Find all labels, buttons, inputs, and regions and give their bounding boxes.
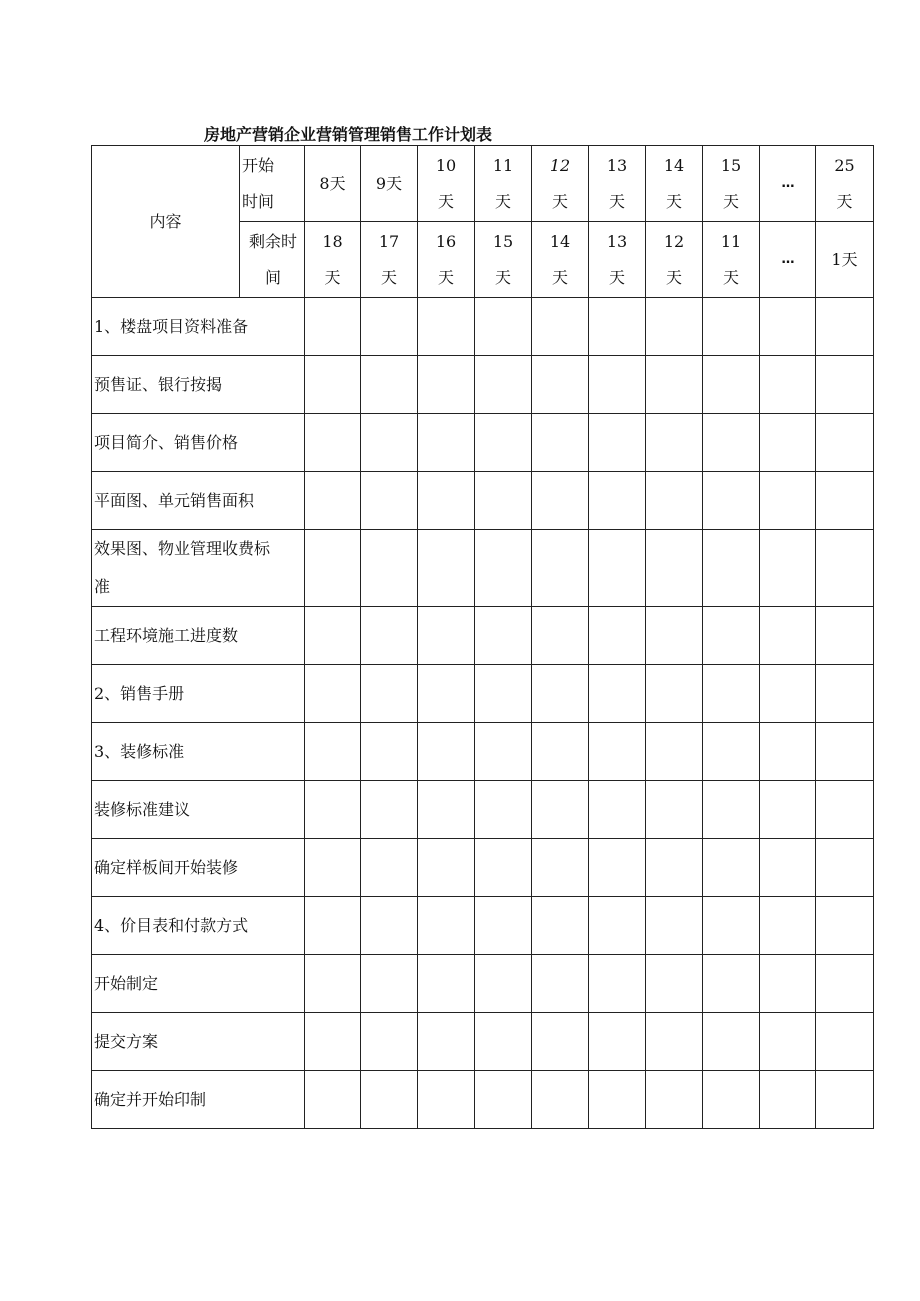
remain-day-unit: 天 xyxy=(608,267,625,287)
start-day-text: 14 xyxy=(663,155,685,175)
schedule-cell[interactable] xyxy=(532,897,589,955)
start-day-unit: 天 xyxy=(551,191,568,211)
schedule-cell[interactable] xyxy=(760,414,816,472)
document-title: 房地产营销企业营销管理销售工作计划表 xyxy=(204,125,493,144)
remain-day-cell xyxy=(305,222,361,298)
remain-day-text: 11 xyxy=(720,231,742,251)
schedule-cell[interactable] xyxy=(305,607,361,665)
schedule-cell[interactable] xyxy=(532,1071,589,1129)
schedule-cell[interactable] xyxy=(532,955,589,1013)
schedule-cell[interactable] xyxy=(589,955,646,1013)
schedule-cell[interactable] xyxy=(361,414,418,472)
schedule-cell[interactable] xyxy=(305,665,361,723)
schedule-cell[interactable] xyxy=(475,1071,532,1129)
row-label: 4、价目表和付款方式 xyxy=(92,897,305,955)
schedule-cell[interactable] xyxy=(475,472,532,530)
start-day-text: 15 xyxy=(720,155,742,175)
schedule-cell[interactable] xyxy=(760,897,816,955)
schedule-cell[interactable] xyxy=(760,723,816,781)
schedule-cell[interactable] xyxy=(703,781,760,839)
schedule-cell[interactable] xyxy=(646,356,703,414)
schedule-cell[interactable] xyxy=(305,955,361,1013)
row-label: 工程环境施工进度数 xyxy=(92,607,305,665)
start-day-unit: 天 xyxy=(722,191,739,211)
schedule-cell[interactable] xyxy=(532,839,589,897)
table-row xyxy=(92,723,874,781)
row-label: 确定样板间开始装修 xyxy=(92,839,305,897)
start-day-text: 11 xyxy=(492,155,514,175)
schedule-cell[interactable] xyxy=(475,1013,532,1071)
schedule-cell[interactable] xyxy=(646,1013,703,1071)
row-label-line: 效果图、物业管理收费标 xyxy=(94,539,271,558)
schedule-cell[interactable] xyxy=(305,472,361,530)
schedule-cell[interactable] xyxy=(816,472,874,530)
start-day-cell xyxy=(816,146,874,222)
schedule-cell[interactable] xyxy=(532,298,589,356)
schedule-cell[interactable] xyxy=(361,472,418,530)
start-day-cell xyxy=(589,146,646,222)
start-day-text: 25 xyxy=(834,155,855,175)
row-label: 1、楼盘项目资料准备 xyxy=(92,298,305,356)
schedule-cell[interactable] xyxy=(475,781,532,839)
row-label: 确定并开始印制 xyxy=(92,1071,305,1129)
remain-day-cell xyxy=(703,222,760,298)
schedule-cell[interactable] xyxy=(816,607,874,665)
start-day-unit: 天 xyxy=(608,191,625,211)
schedule-cell[interactable] xyxy=(646,472,703,530)
row-label-line: 准 xyxy=(94,577,111,596)
ellipsis-mark: … xyxy=(781,251,794,267)
remain-day-text: 12 xyxy=(663,231,685,251)
table-row xyxy=(92,356,874,414)
schedule-cell[interactable] xyxy=(646,781,703,839)
schedule-cell[interactable] xyxy=(532,356,589,414)
schedule-cell[interactable] xyxy=(305,414,361,472)
schedule-cell[interactable] xyxy=(532,665,589,723)
schedule-cell[interactable] xyxy=(816,414,874,472)
schedule-cell[interactable] xyxy=(475,665,532,723)
schedule-cell[interactable] xyxy=(760,955,816,1013)
schedule-cell[interactable] xyxy=(361,1071,418,1129)
schedule-cell[interactable] xyxy=(532,414,589,472)
schedule-cell[interactable] xyxy=(816,665,874,723)
schedule-cell[interactable] xyxy=(589,472,646,530)
start-day-cell xyxy=(532,146,589,222)
schedule-cell[interactable] xyxy=(703,955,760,1013)
header-start-label-line: 时间 xyxy=(242,191,275,211)
row-label: 项目简介、销售价格 xyxy=(92,414,305,472)
schedule-cell[interactable] xyxy=(305,356,361,414)
start-day-unit: 天 xyxy=(494,191,511,211)
schedule-cell[interactable] xyxy=(361,781,418,839)
schedule-cell[interactable] xyxy=(418,1013,475,1071)
schedule-cell[interactable] xyxy=(532,472,589,530)
table-row xyxy=(92,298,874,356)
schedule-cell[interactable] xyxy=(475,897,532,955)
remain-day-unit: 天 xyxy=(551,267,568,287)
schedule-cell[interactable] xyxy=(816,781,874,839)
row-label: 提交方案 xyxy=(92,1013,305,1071)
schedule-cell[interactable] xyxy=(475,955,532,1013)
schedule-cell[interactable] xyxy=(361,298,418,356)
schedule-cell[interactable] xyxy=(361,1013,418,1071)
start-day-cell xyxy=(305,146,361,222)
schedule-cell[interactable] xyxy=(589,897,646,955)
schedule-cell[interactable] xyxy=(646,723,703,781)
schedule-cell[interactable] xyxy=(760,839,816,897)
schedule-cell[interactable] xyxy=(646,607,703,665)
schedule-cell[interactable] xyxy=(703,356,760,414)
schedule-cell[interactable] xyxy=(760,1013,816,1071)
schedule-cell[interactable] xyxy=(646,897,703,955)
schedule-cell[interactable] xyxy=(418,607,475,665)
remain-day-cell xyxy=(816,222,874,298)
remain-day-cell xyxy=(760,222,816,298)
schedule-cell[interactable] xyxy=(305,839,361,897)
start-day-cell xyxy=(361,146,418,222)
schedule-cell[interactable] xyxy=(361,607,418,665)
schedule-cell[interactable] xyxy=(646,414,703,472)
start-day-cell xyxy=(703,146,760,222)
row-label: 3、装修标准 xyxy=(92,723,305,781)
header-remain-label-line: 剩余时 xyxy=(248,231,297,251)
schedule-cell[interactable] xyxy=(816,530,874,607)
schedule-cell[interactable] xyxy=(703,1071,760,1129)
schedule-cell[interactable] xyxy=(532,781,589,839)
remain-day-text: 13 xyxy=(606,231,628,251)
header-remain-label-line: 间 xyxy=(264,267,281,287)
schedule-cell[interactable] xyxy=(760,356,816,414)
schedule-cell[interactable] xyxy=(361,723,418,781)
remain-day-cell xyxy=(646,222,703,298)
row-label: 开始制定 xyxy=(92,955,305,1013)
schedule-cell[interactable] xyxy=(305,1013,361,1071)
schedule-cell[interactable] xyxy=(361,356,418,414)
schedule-cell[interactable] xyxy=(475,414,532,472)
schedule-cell[interactable] xyxy=(361,897,418,955)
schedule-cell[interactable] xyxy=(760,298,816,356)
schedule-cell[interactable] xyxy=(760,472,816,530)
header-row-start xyxy=(92,146,874,222)
schedule-cell[interactable] xyxy=(703,298,760,356)
schedule-cell[interactable] xyxy=(418,839,475,897)
remain-day-cell xyxy=(589,222,646,298)
schedule-cell[interactable] xyxy=(816,356,874,414)
schedule-cell[interactable] xyxy=(703,665,760,723)
start-day-cell xyxy=(475,146,532,222)
schedule-cell[interactable] xyxy=(703,607,760,665)
remain-day-cell xyxy=(475,222,532,298)
start-day-text: 10 xyxy=(435,155,457,175)
remain-day-text: 16 xyxy=(435,231,457,251)
remain-day-cell xyxy=(532,222,589,298)
schedule-cell[interactable] xyxy=(475,356,532,414)
schedule-cell[interactable] xyxy=(589,665,646,723)
remain-day-unit: 天 xyxy=(665,267,682,287)
schedule-cell[interactable] xyxy=(589,723,646,781)
schedule-cell[interactable] xyxy=(816,839,874,897)
table-row xyxy=(92,781,874,839)
start-day-text: 12 xyxy=(549,155,571,175)
schedule-cell[interactable] xyxy=(418,1071,475,1129)
schedule-cell[interactable] xyxy=(646,955,703,1013)
ellipsis-mark: … xyxy=(781,175,794,191)
schedule-cell[interactable] xyxy=(646,530,703,607)
schedule-cell[interactable] xyxy=(418,530,475,607)
schedule-cell[interactable] xyxy=(305,298,361,356)
schedule-cell[interactable] xyxy=(589,607,646,665)
header-content-cell: 内容 xyxy=(92,146,240,298)
schedule-cell[interactable] xyxy=(760,1071,816,1129)
table-row xyxy=(92,839,874,897)
row-label: 装修标准建议 xyxy=(92,781,305,839)
start-day-text: 13 xyxy=(606,155,628,175)
schedule-cell[interactable] xyxy=(418,298,475,356)
schedule-cell[interactable] xyxy=(418,897,475,955)
schedule-cell[interactable] xyxy=(475,839,532,897)
schedule-cell[interactable] xyxy=(703,1013,760,1071)
schedule-cell[interactable] xyxy=(418,665,475,723)
schedule-cell[interactable] xyxy=(816,955,874,1013)
schedule-cell[interactable] xyxy=(418,955,475,1013)
start-day-text: 9天 xyxy=(375,173,403,193)
schedule-cell[interactable] xyxy=(589,530,646,607)
schedule-cell[interactable] xyxy=(816,723,874,781)
remain-day-unit: 天 xyxy=(437,267,454,287)
schedule-cell[interactable] xyxy=(532,1013,589,1071)
schedule-cell[interactable] xyxy=(760,607,816,665)
schedule-cell[interactable] xyxy=(589,781,646,839)
row-label xyxy=(92,530,305,607)
header-start-label xyxy=(240,146,305,222)
schedule-cell[interactable] xyxy=(703,839,760,897)
remain-day-unit: 天 xyxy=(722,267,739,287)
remain-day-text: 1天 xyxy=(831,249,858,269)
schedule-cell[interactable] xyxy=(475,607,532,665)
schedule-cell[interactable] xyxy=(646,1071,703,1129)
schedule-cell[interactable] xyxy=(703,414,760,472)
schedule-cell[interactable] xyxy=(305,781,361,839)
table-row xyxy=(92,530,874,607)
schedule-cell[interactable] xyxy=(589,298,646,356)
table-row xyxy=(92,607,874,665)
schedule-cell[interactable] xyxy=(816,897,874,955)
schedule-cell[interactable] xyxy=(418,356,475,414)
schedule-cell[interactable] xyxy=(589,839,646,897)
remain-day-text: 14 xyxy=(549,231,571,251)
schedule-cell[interactable] xyxy=(361,839,418,897)
schedule-cell[interactable] xyxy=(703,530,760,607)
remain-day-cell xyxy=(361,222,418,298)
remain-day-unit: 天 xyxy=(380,267,397,287)
row-label: 预售证、银行按揭 xyxy=(92,356,305,414)
schedule-cell[interactable] xyxy=(816,1013,874,1071)
start-day-text: 8天 xyxy=(319,173,346,193)
schedule-cell[interactable] xyxy=(305,723,361,781)
schedule-cell[interactable] xyxy=(361,955,418,1013)
schedule-cell[interactable] xyxy=(305,1071,361,1129)
schedule-cell[interactable] xyxy=(361,665,418,723)
header-remain-label xyxy=(240,222,305,298)
schedule-cell[interactable] xyxy=(760,530,816,607)
schedule-cell[interactable] xyxy=(816,298,874,356)
schedule-cell[interactable] xyxy=(532,607,589,665)
header-start-label-line: 开始 xyxy=(242,155,275,175)
schedule-cell[interactable] xyxy=(418,472,475,530)
schedule-cell[interactable] xyxy=(760,781,816,839)
remain-day-unit: 天 xyxy=(494,267,511,287)
remain-day-text: 17 xyxy=(378,231,400,251)
schedule-cell[interactable] xyxy=(418,723,475,781)
schedule-cell[interactable] xyxy=(816,1071,874,1129)
schedule-cell[interactable] xyxy=(646,665,703,723)
remain-day-unit: 天 xyxy=(324,267,341,287)
start-day-cell xyxy=(760,146,816,222)
schedule-cell[interactable] xyxy=(475,723,532,781)
table-row xyxy=(92,472,874,530)
row-label: 2、销售手册 xyxy=(92,665,305,723)
start-day-unit: 天 xyxy=(437,191,454,211)
schedule-cell[interactable] xyxy=(305,530,361,607)
table-row xyxy=(92,665,874,723)
start-day-cell xyxy=(646,146,703,222)
schedule-cell[interactable] xyxy=(589,1013,646,1071)
schedule-cell[interactable] xyxy=(703,897,760,955)
schedule-cell[interactable] xyxy=(305,897,361,955)
table-row xyxy=(92,414,874,472)
schedule-cell[interactable] xyxy=(532,723,589,781)
schedule-cell[interactable] xyxy=(760,665,816,723)
work-plan-table xyxy=(91,145,874,1129)
table-row xyxy=(92,897,874,955)
remain-day-text: 18 xyxy=(322,231,343,251)
schedule-cell[interactable] xyxy=(646,298,703,356)
row-label: 平面图、单元销售面积 xyxy=(92,472,305,530)
remain-day-cell xyxy=(418,222,475,298)
table-row xyxy=(92,955,874,1013)
start-day-unit: 天 xyxy=(665,191,682,211)
schedule-cell[interactable] xyxy=(361,530,418,607)
table-row xyxy=(92,1013,874,1071)
schedule-cell[interactable] xyxy=(703,723,760,781)
schedule-cell[interactable] xyxy=(418,414,475,472)
start-day-unit: 天 xyxy=(836,191,853,211)
schedule-cell[interactable] xyxy=(646,839,703,897)
schedule-cell[interactable] xyxy=(418,781,475,839)
table-row xyxy=(92,1071,874,1129)
schedule-cell[interactable] xyxy=(532,530,589,607)
schedule-cell[interactable] xyxy=(475,298,532,356)
schedule-cell[interactable] xyxy=(703,472,760,530)
schedule-cell[interactable] xyxy=(589,414,646,472)
remain-day-text: 15 xyxy=(492,231,514,251)
schedule-cell[interactable] xyxy=(589,1071,646,1129)
schedule-cell[interactable] xyxy=(589,356,646,414)
schedule-cell[interactable] xyxy=(475,530,532,607)
start-day-cell xyxy=(418,146,475,222)
